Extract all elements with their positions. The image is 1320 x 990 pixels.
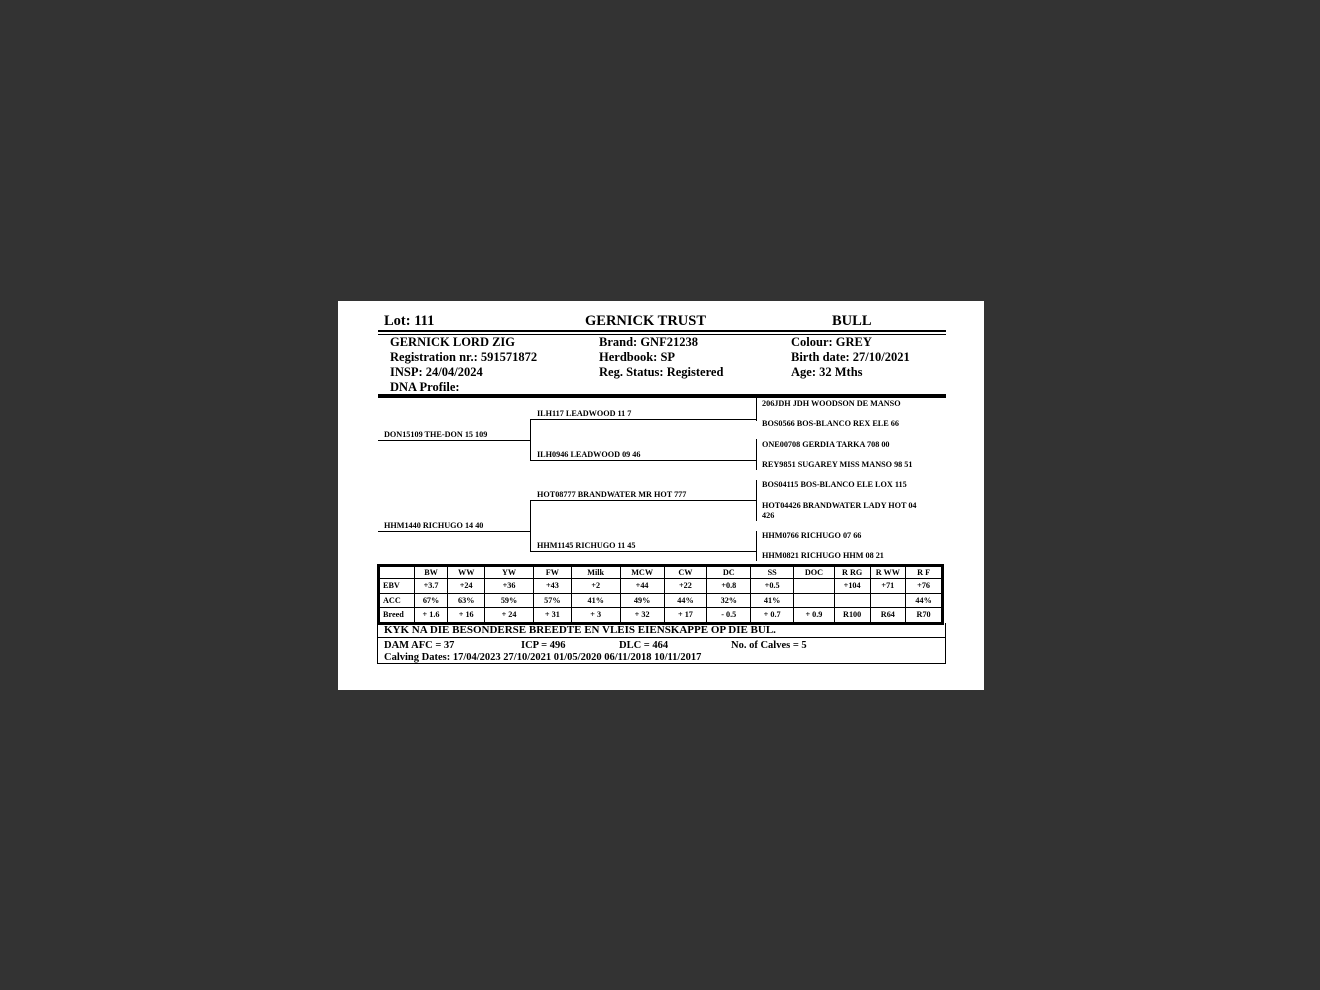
info-rule [378,394,946,398]
animal-type: BULL [832,313,872,329]
dam-line [378,531,531,532]
sale-card [338,301,984,690]
table-cell: +36 [485,579,534,594]
table-cell: + 24 [485,608,534,624]
pedigree-g3-1: 206JDH JDH WOODSON DE MANSO [762,399,901,408]
acc-row [379,593,943,608]
g3-bracket-2 [756,439,757,470]
calving-dates: Calving Dates: 17/04/2023 27/10/2021 01/05/2020 06/11/2018 10/11/2017 [384,652,702,663]
ebv-col-header: R RG [834,566,870,579]
table-cell: +76 [906,579,943,594]
colour: Colour: GREY [791,335,872,349]
dna-profile: DNA Profile: [390,380,460,394]
table-cell: + 1.6 [414,608,448,624]
pedigree-dam-dam: HHM1145 RICHUGO 11 45 [537,541,636,550]
remark-text: KYK NA DIE BESONDERSE BREEDTE EN VLEIS EIENSKAPPE OP DIE BUL. [384,624,776,636]
breed-row [379,608,943,624]
ebv-col-header [379,566,415,579]
ebv-col-header: DC [707,566,751,579]
ebv-col-header: YW [485,566,534,579]
ds-line [530,500,757,501]
pedigree-sire-sire: ILH117 LEADWOOD 11 7 [537,409,632,418]
table-cell: +0.5 [751,579,794,594]
table-cell [794,579,835,594]
inspection-date: INSP: 24/04/2024 [390,365,483,379]
table-cell: + 31 [534,608,572,624]
pedigree-sire-dam: ILH0946 LEADWOOD 09 46 [537,450,641,459]
ebv-col-header: CW [664,566,707,579]
table-cell: +0.8 [707,579,751,594]
birth-date: Birth date: 27/10/2021 [791,350,910,364]
table-cell: + 17 [664,608,707,624]
ebv-header-row [379,566,943,579]
pedigree-g3-4: REY9851 SUGAREY MISS MANSO 98 51 [762,460,913,469]
table-cell: + 32 [620,608,664,624]
pedigree-g3-6: HOT04426 BRANDWATER LADY HOT 04 [762,501,917,510]
table-cell: +43 [534,579,572,594]
table-cell: +3.7 [414,579,448,594]
notes-remark-row [378,623,945,638]
table-cell: + 0.9 [794,608,835,624]
animal-name: GERNICK LORD ZIG [390,335,516,349]
breed-row-label: Breed [379,608,415,624]
pedigree-g3-7: HHM0766 RICHUGO 07 66 [762,531,862,540]
sire-bracket [530,419,531,461]
dlc: DLC = 464 [619,640,669,651]
icp: ICP = 496 [521,640,566,651]
pedigree-g3-8: HHM0821 RICHUGO HHM 08 21 [762,551,884,560]
sd-line [530,460,757,461]
acc-row-label: ACC [379,593,415,608]
breeder-name: GERNICK TRUST [585,313,706,329]
pedigree-dam-sire: HOT08777 BRANDWATER MR HOT 777 [537,490,687,499]
lot-number: Lot: 111 [384,313,435,329]
table-cell: +71 [870,579,906,594]
table-cell: 41% [751,593,794,608]
table-cell: +104 [834,579,870,594]
age: Age: 32 Mths [791,365,863,379]
ss-line [530,419,757,420]
pedigree-dam: HHM1440 RICHUGO 14 40 [384,521,484,530]
pedigree-g3-5: BOS04115 BOS-BLANCO ELE LOX 115 [762,480,907,489]
number-of-calves: No. of Calves = 5 [731,640,807,651]
ebv-col-header: R F [906,566,943,579]
table-cell: 57% [534,593,572,608]
g3-bracket-3 [756,480,757,521]
dd-line [530,551,757,552]
table-cell: 49% [620,593,664,608]
table-cell: +22 [664,579,707,594]
table-cell: + 3 [571,608,620,624]
header-rule-top [378,330,946,332]
table-cell: +2 [571,579,620,594]
table-cell: R100 [834,608,870,624]
table-cell [870,593,906,608]
ebv-row [379,579,943,594]
ebv-col-header: Milk [571,566,620,579]
ebv-col-header: BW [414,566,448,579]
ebv-col-header: WW [448,566,485,579]
dam-afc: DAM AFC = 37 [384,640,455,651]
registration-number: Registration nr.: 591571872 [390,350,538,364]
ebv-col-header: DOC [794,566,835,579]
table-cell: +24 [448,579,485,594]
table-cell: 59% [485,593,534,608]
pedigree-g3-2: BOS0566 BOS-BLANCO REX ELE 66 [762,419,899,428]
table-cell: + 0.7 [751,608,794,624]
table-cell: + 16 [448,608,485,624]
g3-bracket-4 [756,531,757,561]
notes-box [377,623,946,664]
table-cell: 63% [448,593,485,608]
table-cell: - 0.5 [707,608,751,624]
table-cell: 41% [571,593,620,608]
pedigree-sire: DON15109 THE-DON 15 109 [384,430,488,439]
ebv-col-header: FW [534,566,572,579]
pedigree-g3-6-cont: 426 [762,511,775,520]
table-cell: 44% [906,593,943,608]
table-cell: 44% [664,593,707,608]
ebv-col-header: MCW [620,566,664,579]
sire-line [378,440,531,441]
ebv-table [377,564,944,625]
ebv-col-header: R WW [870,566,906,579]
table-cell: 32% [707,593,751,608]
table-cell [834,593,870,608]
table-cell: +44 [620,579,664,594]
table-cell: R64 [870,608,906,624]
g3-bracket-1 [756,398,757,421]
table-cell [794,593,835,608]
pedigree-g3-3: ONE00708 GERDIA TARKA 708 00 [762,440,890,449]
brand: Brand: GNF21238 [599,335,698,349]
table-cell: 67% [414,593,448,608]
table-cell: R70 [906,608,943,624]
ebv-col-header: SS [751,566,794,579]
herdbook: Herdbook: SP [599,350,676,364]
dam-bracket [530,500,531,552]
ebv-row-label: EBV [379,579,415,594]
reg-status: Reg. Status: Registered [599,365,724,379]
